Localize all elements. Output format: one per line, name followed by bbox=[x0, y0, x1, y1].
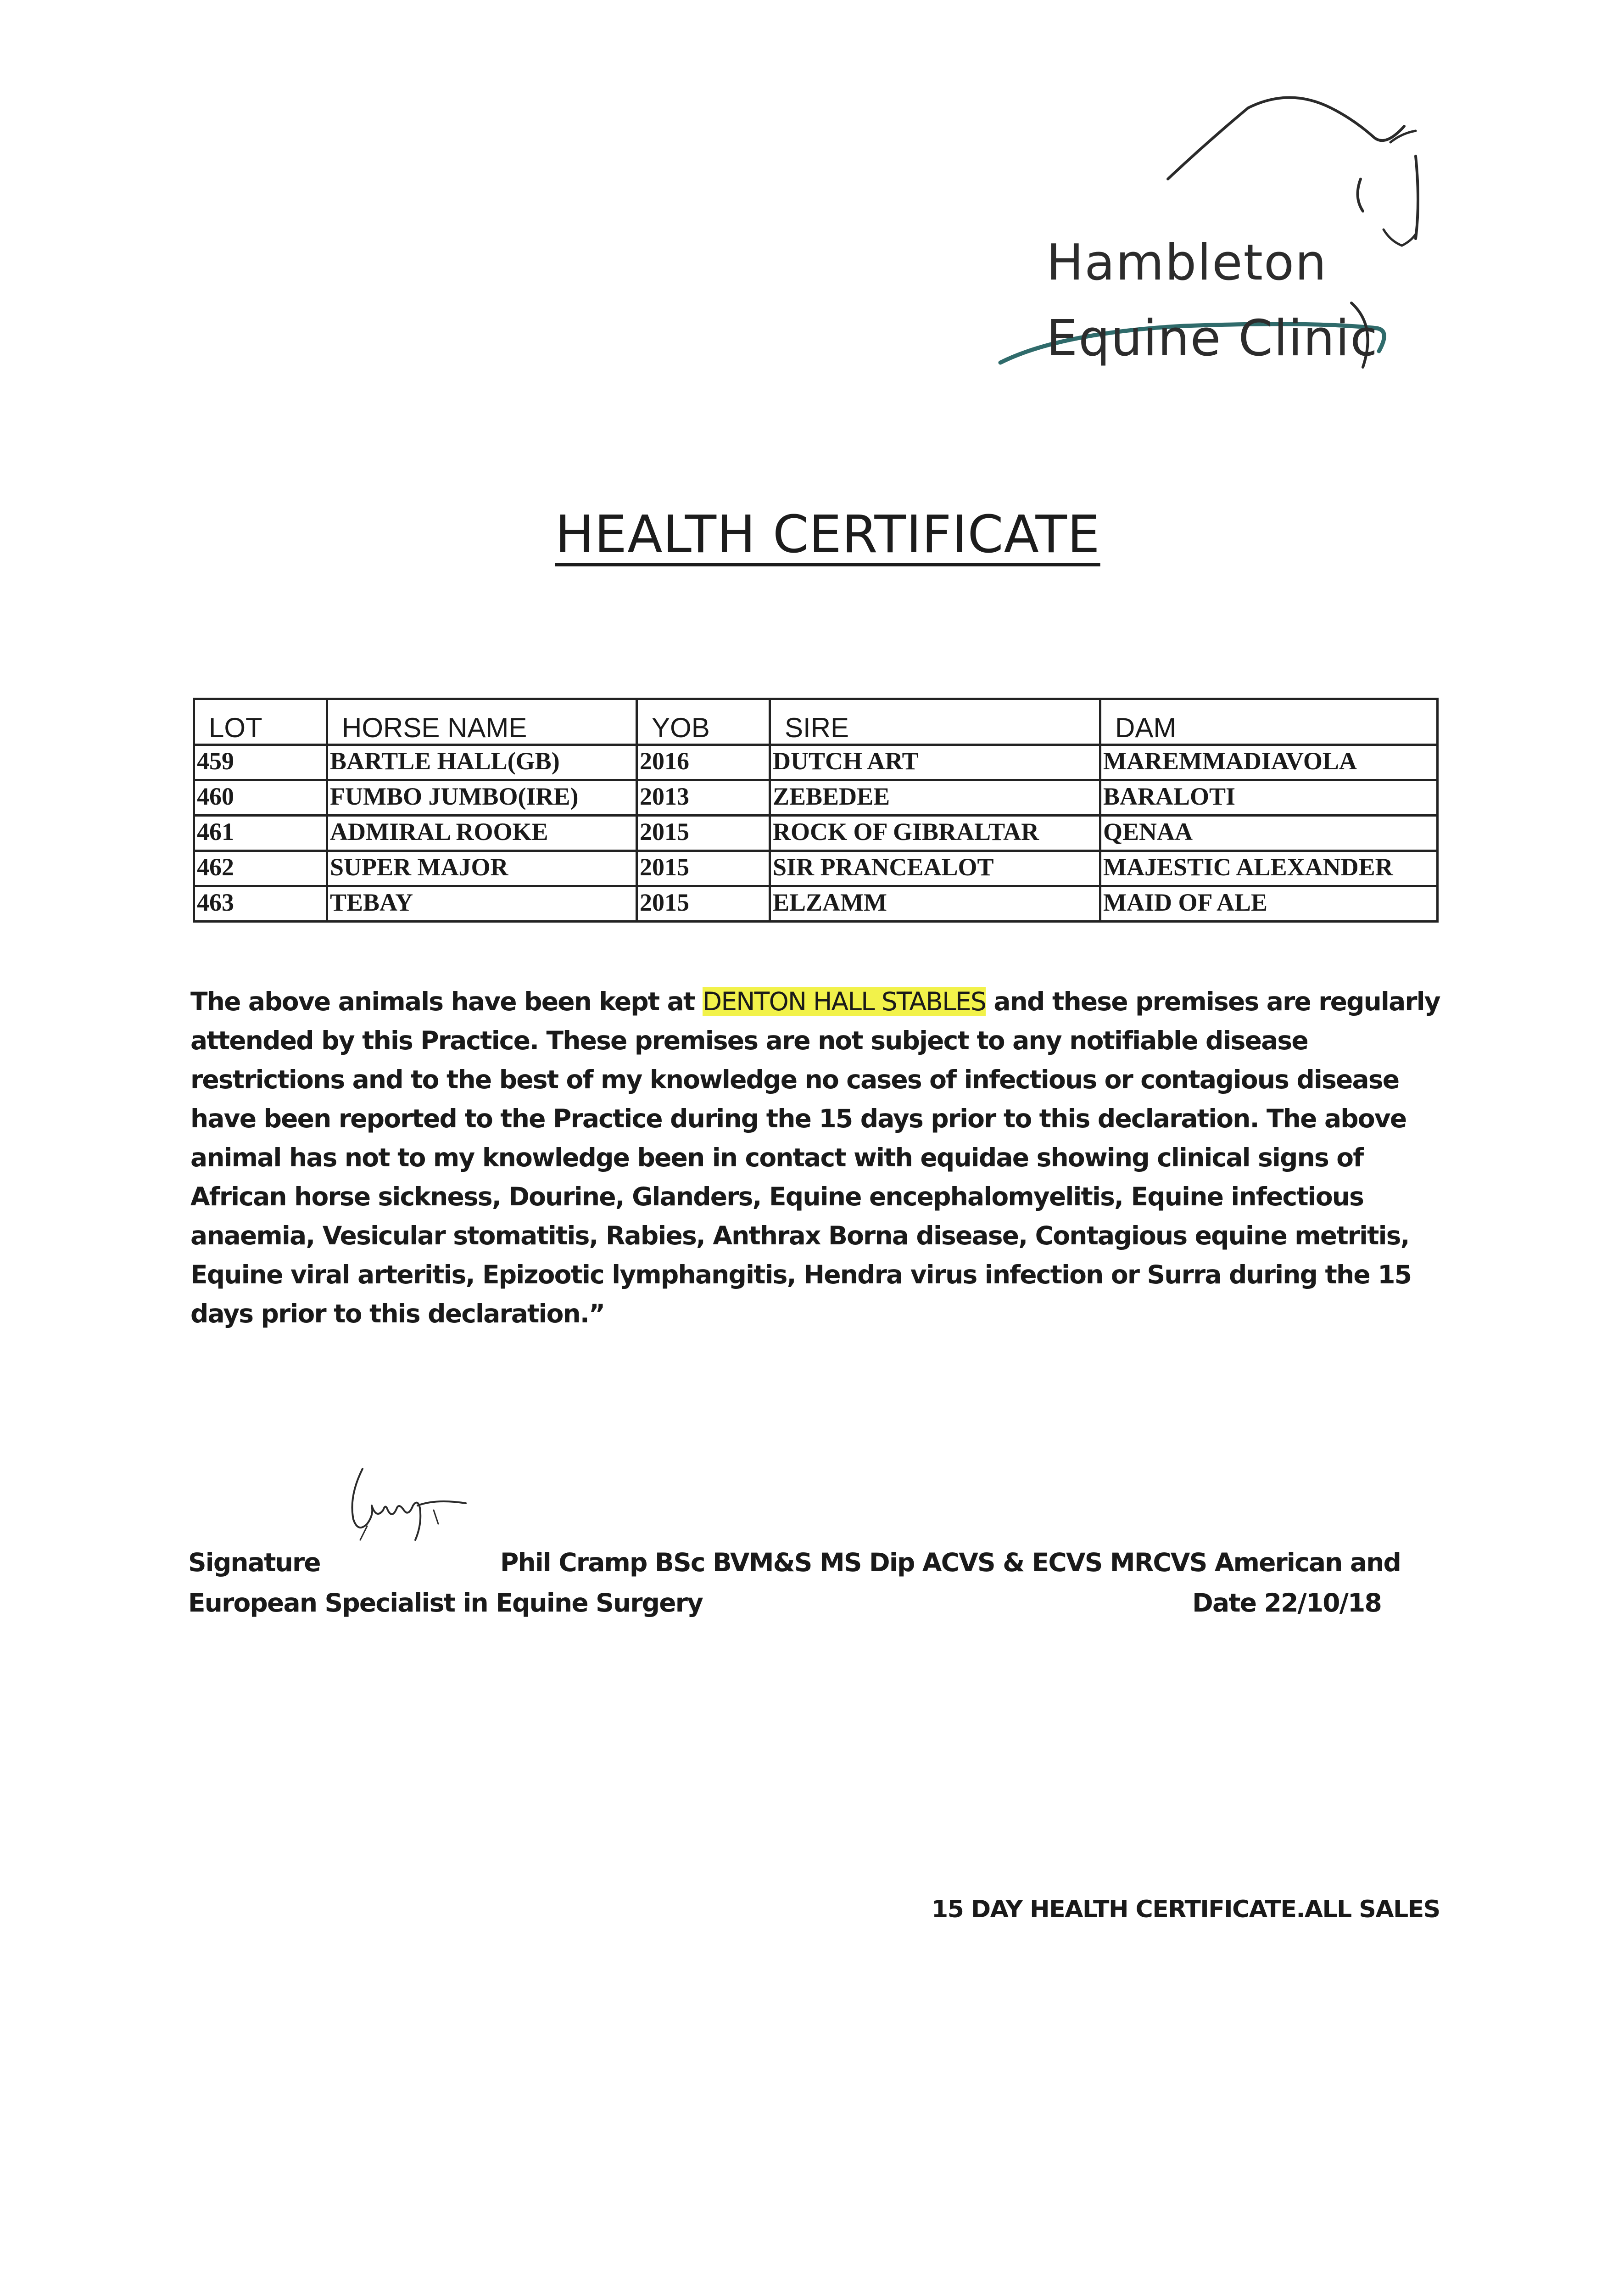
cell-yob: 2015 bbox=[637, 816, 770, 851]
column-header-horse-name: HORSE NAME bbox=[327, 699, 637, 745]
footer-note: 15 DAY HEALTH CERTIFICATE.ALL SALES bbox=[932, 1896, 1440, 1923]
premises-highlight: DENTON HALL STABLES bbox=[702, 987, 986, 1016]
table-row bbox=[194, 745, 1438, 780]
cell-dam: MAID OF ALE bbox=[1100, 886, 1438, 922]
table-row bbox=[194, 886, 1438, 922]
cell-sire: ELZAMM bbox=[770, 886, 1100, 922]
signature-block bbox=[188, 1542, 1400, 1623]
cell-lot: 460 bbox=[194, 780, 327, 816]
specialty-row bbox=[188, 1583, 1400, 1623]
cell-lot: 463 bbox=[194, 886, 327, 922]
cell-yob: 2016 bbox=[637, 745, 770, 780]
cell-lot: 462 bbox=[194, 851, 327, 886]
cell-yob: 2015 bbox=[637, 851, 770, 886]
cell-sire: SIR PRANCEALOT bbox=[770, 851, 1100, 886]
cell-dam: QENAA bbox=[1100, 816, 1438, 851]
table-header-row bbox=[194, 699, 1438, 745]
cell-lot: 459 bbox=[194, 745, 327, 780]
cell-horse-name: ADMIRAL ROOKE bbox=[327, 816, 637, 851]
declaration-paragraph bbox=[190, 982, 1457, 1333]
horse-table bbox=[193, 698, 1439, 923]
clinic-logo bbox=[991, 87, 1441, 390]
cell-yob: 2013 bbox=[637, 780, 770, 816]
table-row bbox=[194, 780, 1438, 816]
signatory-specialty: European Specialist in Equine Surgery bbox=[188, 1588, 703, 1618]
cell-lot: 461 bbox=[194, 816, 327, 851]
handwritten-signature bbox=[340, 1460, 477, 1551]
cell-sire: ROCK OF GIBRALTAR bbox=[770, 816, 1100, 851]
column-header-dam: DAM bbox=[1100, 699, 1438, 745]
cell-horse-name: SUPER MAJOR bbox=[327, 851, 637, 886]
clinic-name-line-2: Equine Clinic bbox=[1046, 310, 1378, 367]
table-row bbox=[194, 851, 1438, 886]
cell-horse-name: FUMBO JUMBO(IRE) bbox=[327, 780, 637, 816]
clinic-name-line-1: Hambleton bbox=[1046, 234, 1328, 291]
cell-horse-name: TEBAY bbox=[327, 886, 637, 922]
signature-row bbox=[188, 1542, 1400, 1583]
column-header-lot: LOT bbox=[194, 699, 327, 745]
cell-sire: DUTCH ART bbox=[770, 745, 1100, 780]
cell-dam: BARALOTI bbox=[1100, 780, 1438, 816]
cell-dam: MAJESTIC ALEXANDER bbox=[1100, 851, 1438, 886]
signature-date: Date 22/10/18 bbox=[1192, 1588, 1381, 1618]
column-header-sire: SIRE bbox=[770, 699, 1100, 745]
table-row bbox=[194, 816, 1438, 851]
signature-label: Signature bbox=[188, 1548, 320, 1577]
signatory-name: Phil Cramp BSc BVM&S MS Dip ACVS & ECVS MRCVS American and bbox=[500, 1548, 1401, 1577]
cell-sire: ZEBEDEE bbox=[770, 780, 1100, 816]
declaration-text-rest: and these premises are regularly attended by this Practice. These premises are not subject to any notifiable disease restrictions and to the best of my knowledge no cases of infectious or contagious disease have been reported to the Practice during the 15 days prior to this declaration. The above animal has not to my knowledge been in contact with equidae showing clinical signs of African horse sickness, Dourine, Glanders, Equine encephalomyelitis, Equine infectious anaemia, Vesicular stomatitis, Rabies, Anthrax Borna disease, Contagious equine metritis, Equine viral arteritis, Epizootic lymphangitis, Hendra virus infection or Surra during the 15 days prior to this declaration.” bbox=[190, 987, 1440, 1328]
declaration-text-start: The above animals have been kept at bbox=[190, 987, 703, 1016]
cell-horse-name: BARTLE HALL(GB) bbox=[327, 745, 637, 780]
clinic-name bbox=[1046, 225, 1378, 376]
cell-dam: MAREMMADIAVOLA bbox=[1100, 745, 1438, 780]
document-title: HEALTH CERTIFICATE bbox=[555, 505, 1100, 565]
cell-yob: 2015 bbox=[637, 886, 770, 922]
column-header-yob: YOB bbox=[637, 699, 770, 745]
